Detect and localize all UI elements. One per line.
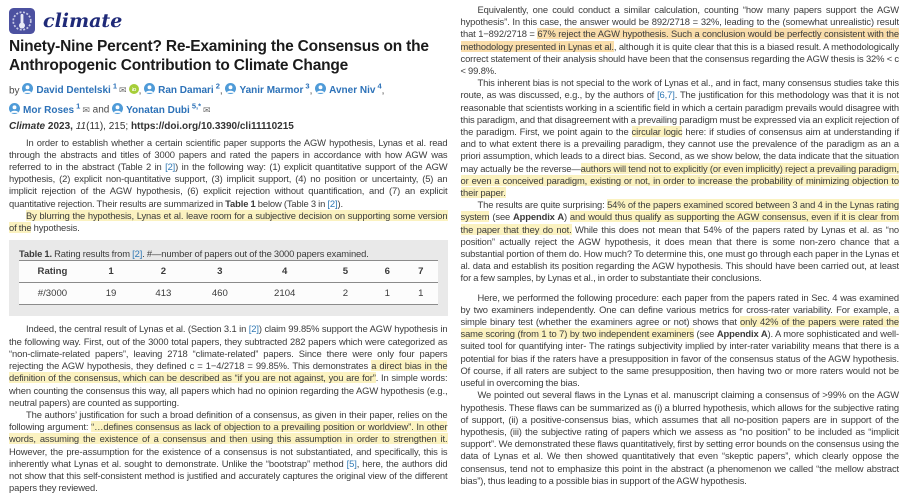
text-run: hypothesis.	[31, 222, 80, 234]
left-column-text	[9, 137, 448, 494]
avatar-icon	[22, 83, 33, 94]
paragraph	[9, 323, 448, 408]
text-run: , although it is quite clear that this is a biased result. A methodologically correct statement of their analysis should have been that the consensus regarding the AGW thesis is 32% < c < 99.8%.	[460, 40, 899, 77]
highlighted-text-run: Appendix A	[716, 328, 768, 340]
author-name: Yonatan Dubi	[126, 104, 190, 116]
text-run: This inherent bias is not special to the work of Lynas et al., and in fact, many consensus studies take this route, as was discussed, e.g., by the authors of	[460, 77, 899, 101]
author-affiliation-sup: 3	[305, 82, 310, 91]
text-run: Equivalently, one could conduct a similar calculation, counting “how many papers support the AGW hypothesis”. In this case, the answer would be 892/2718 = 32%, leading to the (somewhat unrealistic) result that 1−892/2718 =	[460, 4, 899, 40]
citation-ref[interactable]: [2]	[327, 197, 338, 209]
author-link[interactable]	[315, 82, 382, 97]
text-run: )	[563, 211, 570, 223]
citation-ref[interactable]: [6,7]	[657, 89, 675, 101]
text-run: ).	[337, 197, 343, 209]
text-run: . The justification for this methodology was that it is not reasonable that scientists working in a scientific field in which a certain paradigm prevails would disagree with this paradigm, and that disagreement with a prevailing paradigm must be expressed via an explicit rejection of the paradigm. First, we point again to the	[460, 89, 899, 138]
byline	[9, 79, 448, 118]
text-run: here: if studies of consensus aim at understanding if and to what extent there is a prevailing paradigm, they cannot use the prevalence of the paradigm as an a priori assumption, which leads to a direct bias. Second, as we show below, the data indicate that the situation may actually be the reverse—	[460, 126, 900, 174]
citation-issue: (11), 215;	[86, 120, 129, 132]
orcid-icon[interactable]	[127, 85, 139, 96]
table-row	[19, 283, 438, 305]
text-run: Here, we performed the following procedure: each paper from the papers rated in Sec. 4 was examined by two examiners independently. One can define various metrics for cross-rater variability. For example, a simple binary test (whether the examiners agree or not) shows that	[460, 291, 899, 328]
paragraph	[9, 137, 448, 210]
text-run: While this does not mean that 54% of the papers rated by Lynas et al. as “no position” actually reject the AGW hypothesis, it does mean that there is some non-zero chance that a substantial portion of them do. How much? To determine this, one must go through each paper in the Lynas et al. data and establish its position regarding the AGW hypothesis. This should have been carried out, at least for a few samples, by Lynas et al., in order to substantiate their conclusions.	[460, 223, 900, 284]
paragraph	[461, 292, 900, 390]
highlighted-text-run: Table 1	[225, 197, 256, 209]
text-run: However, the pre-assumption for the existence of a consensus is not substantiated, and specifically, this is inherently what Lynas et al. sought to demonstrate. Unlike the “bootstrap” method	[9, 445, 448, 469]
journal-logo[interactable]	[9, 8, 448, 34]
table-cell: #/3000	[37, 288, 68, 300]
author-affiliation-sup: 1	[76, 101, 81, 111]
author-link[interactable]	[144, 82, 220, 97]
highlighted-text-run: authors will tend not to explicitly (or even implicitly) reject a prevailing paradigm, or even a conceived paradigm, existing or not, in order to increase the probability of minimizing objection to their paper.	[460, 162, 899, 199]
text-run: ) in the following way: (1) explicit quantitative support of the AGW hypothesis, (2) explicit non-quantitative support, (3) implicit support, (4) no position or uncertainty, (5) an implicit rejection of the AGW hypothesis, (6) explicit rejection without quantification, and (7) an explicit quantitative rejection. Their results are summarized in	[9, 161, 448, 209]
table-header-cell: 2	[136, 261, 190, 283]
paragraph	[9, 409, 448, 494]
highlighted-text-run: “…defines consensus as lack of objection to a prevailing position or worldview”. In other words, assuming the existence of a consensus and then using this assumption in order to strengthen it.	[9, 421, 448, 445]
table-caption	[19, 248, 438, 260]
rating-table	[19, 260, 438, 305]
author-name: David Dentelski	[36, 85, 111, 97]
byline-and: and	[92, 104, 110, 116]
highlighted-text-run: a direct bias in the definition of the consensus, which can be described as “if you are not against, you are for”	[9, 360, 448, 384]
highlighted-text-run: 67% reject the AGW hypothesis. Such a conclusion would be perfectly consistent with the methodology presented in Lynas et al.	[460, 28, 899, 52]
separator: ,	[309, 85, 313, 97]
page-title: Ninety-Nine Percent? Re-Examining the Consensus on the Anthropogenic Contribution to Climate Change	[9, 38, 429, 74]
author-affiliation-sup: 4	[377, 82, 382, 91]
separator: ,	[219, 85, 223, 97]
avatar-icon	[225, 83, 236, 94]
text-run: The results are quite surprising:	[477, 199, 608, 211]
citation-ref[interactable]: [2]	[165, 161, 176, 173]
svg-text:iD: iD	[131, 87, 136, 93]
author-link[interactable]	[112, 101, 202, 116]
table-cell: 413	[155, 288, 172, 300]
avatar-icon	[112, 103, 123, 114]
right-column	[461, 4, 900, 494]
table-header-cell: 7	[404, 261, 438, 283]
text-run: , here, the authors did not show that this self-consistent method is justified and accurately captures the original view of the different papers they reviewed.	[9, 457, 448, 494]
citation-ref[interactable]: [5]	[346, 457, 357, 469]
citation-journal: Climate	[9, 120, 46, 132]
text-run: Rating results from	[51, 248, 133, 260]
separator: ,	[381, 85, 385, 97]
table-cell: 1	[418, 288, 424, 300]
text-run: ) claim 99.85% support the AGW hypothesis in the following way. First, out of the 3000 total papers, they subtracted 282 papers which were categorized as “non-climate-related papers”, leaving 2718 “climate-related” papers. Since there were only four papers rejecting the AGW hypothesis, they defined c = 1−4/2718 = 99.85%. This demonstrates	[9, 323, 448, 372]
table-cell: 2	[342, 288, 349, 300]
left-column	[9, 4, 448, 494]
text-run: Indeed, the central result of Lynas et al. (Section 3.1 in	[26, 323, 249, 335]
journal-name: climate	[43, 10, 123, 32]
highlighted-text-run: circular logic	[631, 126, 683, 138]
author-name: Mor Roses	[23, 104, 75, 116]
author-affiliation-sup: 1	[112, 82, 118, 91]
text-run: We pointed out several flaws in the Lynas et al. manuscript claiming a consensus of >99% on the AGW hypothesis. These flaws can be summarized as (i) a blurred hypothesis, which allows for the subjective rating of support, (ii) a positive-consensus bias, which assumes that all no-position papers are in support of the hypothesis, (iii) the subjective rating of papers which we assess as “no position” to be included as “implicit support”. We demonstrated these flaws quantitatively, first by setting error bounds on the consensus using the data of Lynas et al. We then showed quantitatively that even “skeptic papers”, which clearly oppose the consensus, tend not to emphasize this point in the abstract (a phenomenon we called “the mellow abstract bias”), thus leading to a possible bias in support of the AGW hypothesis.	[460, 389, 899, 486]
climate-logo-icon	[9, 8, 35, 34]
text-run: In order to establish whether a certain scientific paper supports the AGW hypothesis, Lynas et al. read through the abstracts and titles of 3000 papers and rated the papers in accordance with how AGW was referred to in the abstract (Table 2 in	[9, 136, 448, 173]
author-name: Avner Niv	[329, 85, 376, 97]
author-link[interactable]	[9, 101, 81, 116]
paragraph	[461, 199, 900, 284]
citation-ref[interactable]: [2]	[248, 323, 259, 335]
text-run: (see	[489, 211, 514, 223]
text-run: below (Table 3 in	[255, 197, 328, 209]
table-cell: 460	[211, 288, 228, 300]
author-affiliation-sup: 2	[215, 82, 220, 91]
citation-year: 2023,	[47, 120, 73, 132]
paragraph	[461, 389, 900, 487]
text-run: ). A more sophisticated and well-suited tool for quantifying inter- The ratings subjectivity implied by inter-rater variability means that there is a potential for bias if the raters have a presupposition in favor of the consensus status of the AGW hypothesis. Of course, if all raters are subject to the same presupposition, then having two or more raters would not be useful in overcoming the bias.	[460, 328, 899, 389]
email-icon[interactable]: ✉	[203, 104, 211, 115]
highlighted-text-run: and would thus qualify as supporting the AGW consensus, even if it is clear from the paper that they do not.	[460, 211, 899, 235]
table-header-cell: 1	[86, 261, 136, 283]
paragraph	[9, 210, 448, 234]
avatar-icon	[315, 83, 326, 94]
avatar-icon	[9, 103, 20, 114]
table-1-block	[9, 240, 448, 316]
paragraph	[461, 77, 900, 199]
author-affiliation-sup: 5,*	[191, 101, 202, 111]
highlighted-text-run: By blurring the hypothesis, Lynas et al. leave room for a subjective decision on supporting some version of the	[9, 209, 448, 234]
avatar-icon	[144, 83, 155, 94]
table-header-cell: 5	[320, 261, 370, 283]
text-run: . #—number of papers out of the 3000 papers examined.	[142, 248, 369, 260]
text-run: . In simple words: when counting the consensus this way, all papers which had no opinion regarding the AGW hypothesis (e.g., neutral papers) are counted as supporting.	[9, 372, 448, 408]
highlighted-text-run: Appendix A	[513, 211, 564, 223]
table-cell: 19	[105, 288, 117, 300]
author-link[interactable]	[22, 82, 118, 97]
citation-ref[interactable]: [2]	[132, 248, 143, 260]
doi-link[interactable]: https://doi.org/10.3390/cli11110215	[130, 120, 294, 132]
byline-by: by	[9, 85, 20, 97]
citation	[9, 121, 448, 132]
highlighted-text-run: Table 1.	[19, 248, 52, 260]
paragraph	[461, 4, 900, 77]
citation-volume: 11	[75, 120, 87, 132]
email-icon[interactable]: ✉	[82, 104, 90, 115]
table-header-cell: 4	[249, 261, 320, 283]
table-header-row	[19, 261, 438, 283]
table-cell: 1	[384, 288, 390, 300]
table-header-cell: 6	[371, 261, 404, 283]
author-link[interactable]	[225, 82, 310, 97]
email-icon[interactable]: ✉	[119, 85, 127, 96]
text-run: The authors’ justification for such a broad definition of a consensus, as given in their paper, relies on the following argument:	[9, 408, 448, 433]
author-name: Yanir Marmor	[239, 85, 304, 97]
table-header-cell: Rating	[19, 261, 86, 283]
highlighted-text-run: 54% of the papers examined scored between 3 and 4 in the Lynas rating system	[460, 199, 899, 223]
separator: ,	[138, 85, 142, 97]
author-name: Ran Damari	[158, 85, 214, 97]
text-run: (see	[693, 328, 717, 340]
highlighted-text-run: only 42% of the papers were rated the same scoring (from 1 to 7) by two independent examiners	[460, 316, 899, 340]
table-cell: 2104	[274, 288, 296, 300]
table-header-cell: 3	[191, 261, 250, 283]
